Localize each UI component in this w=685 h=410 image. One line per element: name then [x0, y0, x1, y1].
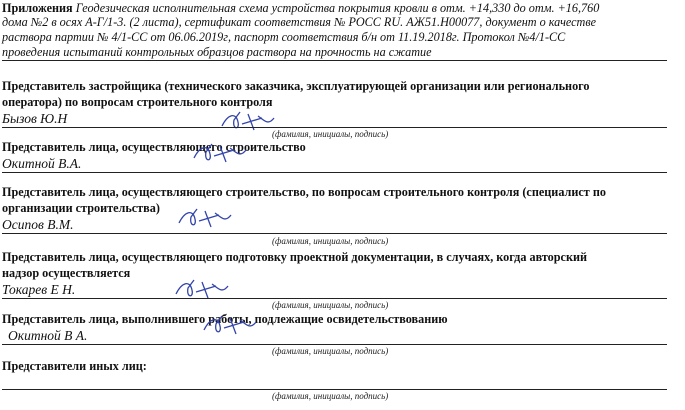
signature-5: [200, 312, 270, 338]
section-5-caption: (фамилия, инициалы, подпись): [272, 346, 389, 356]
section-3-underline: [2, 233, 667, 234]
appendix-text-1: Геодезическая исполнительная схема устройства покрытия кровли в отм. +14,330 до отм. +16,760: [75, 1, 600, 15]
section-6-caption: (фамилия, инициалы, подпись): [272, 391, 389, 401]
section-4-heading-2: надзор осуществляется: [2, 266, 131, 280]
section-6-heading-1: Представители иных лиц:: [2, 359, 147, 373]
section-3-name: Осипов В.М.: [2, 217, 74, 232]
appendix-label: Приложения: [2, 1, 73, 15]
section-6-underline: [2, 389, 667, 390]
section-1-name: Бызов Ю.Н: [2, 111, 68, 126]
section-5-name: Окитной В А.: [8, 328, 88, 343]
section-5-underline: [2, 344, 667, 345]
appendix-text-3: раствора партии № 4/1-СС от 06.06.2019г, паспорт соответствия б/н от 11.19.2018г. Протокол №4/1-СС: [2, 30, 566, 44]
section-3-heading-2: организации строительства): [2, 201, 160, 215]
section-4-name: Токарев Е Н.: [2, 282, 76, 297]
section-4-underline: [2, 298, 667, 299]
section-1-underline: [2, 127, 667, 128]
section-2-underline: [2, 172, 667, 173]
section-4-caption: (фамилия, инициалы, подпись): [272, 300, 389, 310]
appendix-text-2: дома №2 в осях А-Г/1-3. (2 листа), сертификат соответствия № РОСС RU. АЖ51.Н00077, документ о качестве: [2, 15, 597, 29]
signature-2: [190, 140, 260, 166]
appendix-underline: [2, 60, 667, 61]
section-1-caption: (фамилия, инициалы, подпись): [272, 129, 389, 139]
section-2-heading-1: Представитель лица, осуществляющего строительство: [2, 140, 306, 154]
section-4-heading-1: Представитель лица, осуществляющего подготовку проектной документации, в случаях, когда авторский: [2, 250, 588, 264]
section-2-name: Окитной В.А.: [2, 156, 82, 171]
section-1-heading-1: Представитель застройщика (технического заказчика, эксплуатирующей организации или регионального: [2, 79, 590, 93]
signature-3: [175, 205, 245, 231]
appendix-text-4: проведения испытаний контрольных образцов раствора на прочность на сжатие: [2, 45, 432, 59]
appendix-line-1: [2, 1, 599, 16]
section-5-heading-1: Представитель лица, выполнившего работы, подлежащие освидетельствованию: [2, 312, 448, 326]
section-3-caption: (фамилия, инициалы, подпись): [272, 236, 389, 246]
section-1-heading-2: оператора) по вопросам строительного контроля: [2, 95, 273, 109]
section-3-heading-1: Представитель лица, осуществляющего строительство, по вопросам строительного контроля (специалист по: [2, 185, 606, 199]
